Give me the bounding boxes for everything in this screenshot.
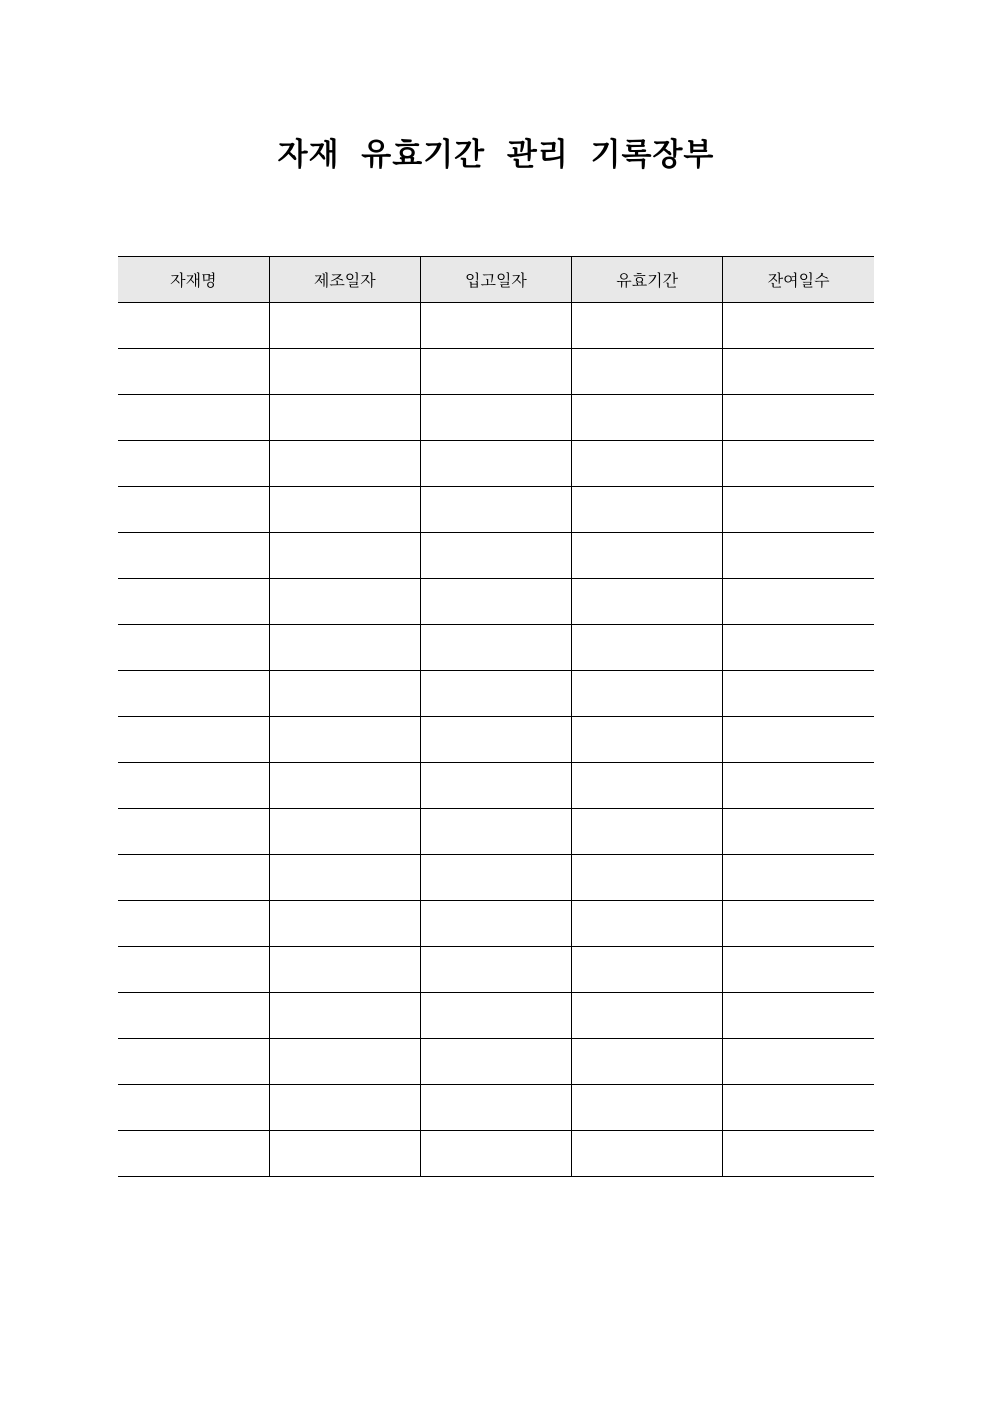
table-cell-remaining-days[interactable] <box>723 395 874 441</box>
table-row <box>118 487 874 533</box>
column-header-manufacture-date: 제조일자 <box>269 257 420 303</box>
table-cell-expiration-date[interactable] <box>572 1131 723 1177</box>
table-cell-remaining-days[interactable] <box>723 1085 874 1131</box>
table-cell-expiration-date[interactable] <box>572 993 723 1039</box>
table-cell-remaining-days[interactable] <box>723 1039 874 1085</box>
table-cell-manufacture-date[interactable] <box>269 671 420 717</box>
table-cell-remaining-days[interactable] <box>723 1131 874 1177</box>
table-cell-expiration-date[interactable] <box>572 855 723 901</box>
table-cell-material-name[interactable] <box>118 947 269 993</box>
table-cell-material-name[interactable] <box>118 1131 269 1177</box>
table-cell-receipt-date[interactable] <box>420 395 571 441</box>
table-cell-manufacture-date[interactable] <box>269 487 420 533</box>
table-cell-expiration-date[interactable] <box>572 395 723 441</box>
table-cell-manufacture-date[interactable] <box>269 395 420 441</box>
table-cell-remaining-days[interactable] <box>723 671 874 717</box>
table-cell-manufacture-date[interactable] <box>269 901 420 947</box>
table-cell-receipt-date[interactable] <box>420 763 571 809</box>
table-cell-remaining-days[interactable] <box>723 809 874 855</box>
table-cell-expiration-date[interactable] <box>572 901 723 947</box>
table-row <box>118 901 874 947</box>
table-cell-material-name[interactable] <box>118 1039 269 1085</box>
table-cell-remaining-days[interactable] <box>723 441 874 487</box>
table-row <box>118 763 874 809</box>
table-row <box>118 579 874 625</box>
table-row <box>118 671 874 717</box>
table-cell-material-name[interactable] <box>118 763 269 809</box>
table-cell-expiration-date[interactable] <box>572 303 723 349</box>
table-cell-expiration-date[interactable] <box>572 533 723 579</box>
table-cell-manufacture-date[interactable] <box>269 303 420 349</box>
table-row <box>118 809 874 855</box>
table-cell-expiration-date[interactable] <box>572 349 723 395</box>
table-row <box>118 947 874 993</box>
table-cell-receipt-date[interactable] <box>420 303 571 349</box>
table-cell-remaining-days[interactable] <box>723 993 874 1039</box>
table-row <box>118 1039 874 1085</box>
table-cell-receipt-date[interactable] <box>420 947 571 993</box>
table-row <box>118 1085 874 1131</box>
table-cell-material-name[interactable] <box>118 855 269 901</box>
ledger-table <box>118 256 874 1177</box>
table-cell-manufacture-date[interactable] <box>269 441 420 487</box>
table-cell-manufacture-date[interactable] <box>269 993 420 1039</box>
table-cell-remaining-days[interactable] <box>723 349 874 395</box>
table-cell-material-name[interactable] <box>118 441 269 487</box>
table-cell-expiration-date[interactable] <box>572 671 723 717</box>
table-cell-receipt-date[interactable] <box>420 1131 571 1177</box>
table-cell-receipt-date[interactable] <box>420 671 571 717</box>
table-cell-expiration-date[interactable] <box>572 717 723 763</box>
table-cell-receipt-date[interactable] <box>420 441 571 487</box>
table-row <box>118 303 874 349</box>
table-cell-manufacture-date[interactable] <box>269 1131 420 1177</box>
table-cell-manufacture-date[interactable] <box>269 809 420 855</box>
column-header-remaining-days: 잔여일수 <box>723 257 874 303</box>
table-cell-remaining-days[interactable] <box>723 763 874 809</box>
table-cell-receipt-date[interactable] <box>420 625 571 671</box>
table-cell-remaining-days[interactable] <box>723 947 874 993</box>
table-cell-remaining-days[interactable] <box>723 303 874 349</box>
table-row <box>118 395 874 441</box>
table-cell-manufacture-date[interactable] <box>269 855 420 901</box>
table-cell-material-name[interactable] <box>118 349 269 395</box>
table-cell-material-name[interactable] <box>118 533 269 579</box>
table-cell-expiration-date[interactable] <box>572 625 723 671</box>
table-cell-receipt-date[interactable] <box>420 487 571 533</box>
column-header-receipt-date: 입고일자 <box>420 257 571 303</box>
table-row <box>118 349 874 395</box>
table-row <box>118 855 874 901</box>
table-cell-manufacture-date[interactable] <box>269 579 420 625</box>
table-cell-material-name[interactable] <box>118 1085 269 1131</box>
table-cell-remaining-days[interactable] <box>723 533 874 579</box>
table-row <box>118 717 874 763</box>
table-row <box>118 441 874 487</box>
table-cell-manufacture-date[interactable] <box>269 717 420 763</box>
table-row <box>118 533 874 579</box>
table-cell-material-name[interactable] <box>118 579 269 625</box>
table-cell-receipt-date[interactable] <box>420 717 571 763</box>
table-cell-expiration-date[interactable] <box>572 947 723 993</box>
table-cell-remaining-days[interactable] <box>723 579 874 625</box>
table-cell-receipt-date[interactable] <box>420 993 571 1039</box>
table-cell-receipt-date[interactable] <box>420 349 571 395</box>
table-cell-remaining-days[interactable] <box>723 717 874 763</box>
table-cell-material-name[interactable] <box>118 487 269 533</box>
table-cell-material-name[interactable] <box>118 303 269 349</box>
table-cell-manufacture-date[interactable] <box>269 625 420 671</box>
table-cell-manufacture-date[interactable] <box>269 349 420 395</box>
table-header-row <box>118 257 874 303</box>
table-cell-manufacture-date[interactable] <box>269 1085 420 1131</box>
table-cell-manufacture-date[interactable] <box>269 1039 420 1085</box>
table-cell-manufacture-date[interactable] <box>269 947 420 993</box>
table-row <box>118 625 874 671</box>
table-cell-expiration-date[interactable] <box>572 809 723 855</box>
table-cell-receipt-date[interactable] <box>420 901 571 947</box>
table-cell-expiration-date[interactable] <box>572 1085 723 1131</box>
column-header-material-name: 자재명 <box>118 257 269 303</box>
table-cell-remaining-days[interactable] <box>723 855 874 901</box>
table-cell-material-name[interactable] <box>118 395 269 441</box>
table-cell-material-name[interactable] <box>118 901 269 947</box>
column-header-expiration-date: 유효기간 <box>572 257 723 303</box>
table-cell-manufacture-date[interactable] <box>269 533 420 579</box>
table-cell-receipt-date[interactable] <box>420 533 571 579</box>
table-cell-expiration-date[interactable] <box>572 579 723 625</box>
table-cell-material-name[interactable] <box>118 671 269 717</box>
table-cell-material-name[interactable] <box>118 717 269 763</box>
table-cell-receipt-date[interactable] <box>420 579 571 625</box>
table-cell-remaining-days[interactable] <box>723 625 874 671</box>
table-cell-material-name[interactable] <box>118 809 269 855</box>
table-cell-manufacture-date[interactable] <box>269 763 420 809</box>
table-cell-expiration-date[interactable] <box>572 763 723 809</box>
table-cell-material-name[interactable] <box>118 993 269 1039</box>
page-title: 자재 유효기간 관리 기록장부 <box>277 137 715 173</box>
table-cell-receipt-date[interactable] <box>420 1085 571 1131</box>
table-cell-receipt-date[interactable] <box>420 855 571 901</box>
table-cell-receipt-date[interactable] <box>420 809 571 855</box>
table-cell-material-name[interactable] <box>118 625 269 671</box>
table-row <box>118 1131 874 1177</box>
table-cell-expiration-date[interactable] <box>572 487 723 533</box>
table-cell-receipt-date[interactable] <box>420 1039 571 1085</box>
table-cell-expiration-date[interactable] <box>572 1039 723 1085</box>
table-cell-expiration-date[interactable] <box>572 441 723 487</box>
table-body <box>118 303 874 1177</box>
table-cell-remaining-days[interactable] <box>723 487 874 533</box>
table-cell-remaining-days[interactable] <box>723 901 874 947</box>
table-row <box>118 993 874 1039</box>
